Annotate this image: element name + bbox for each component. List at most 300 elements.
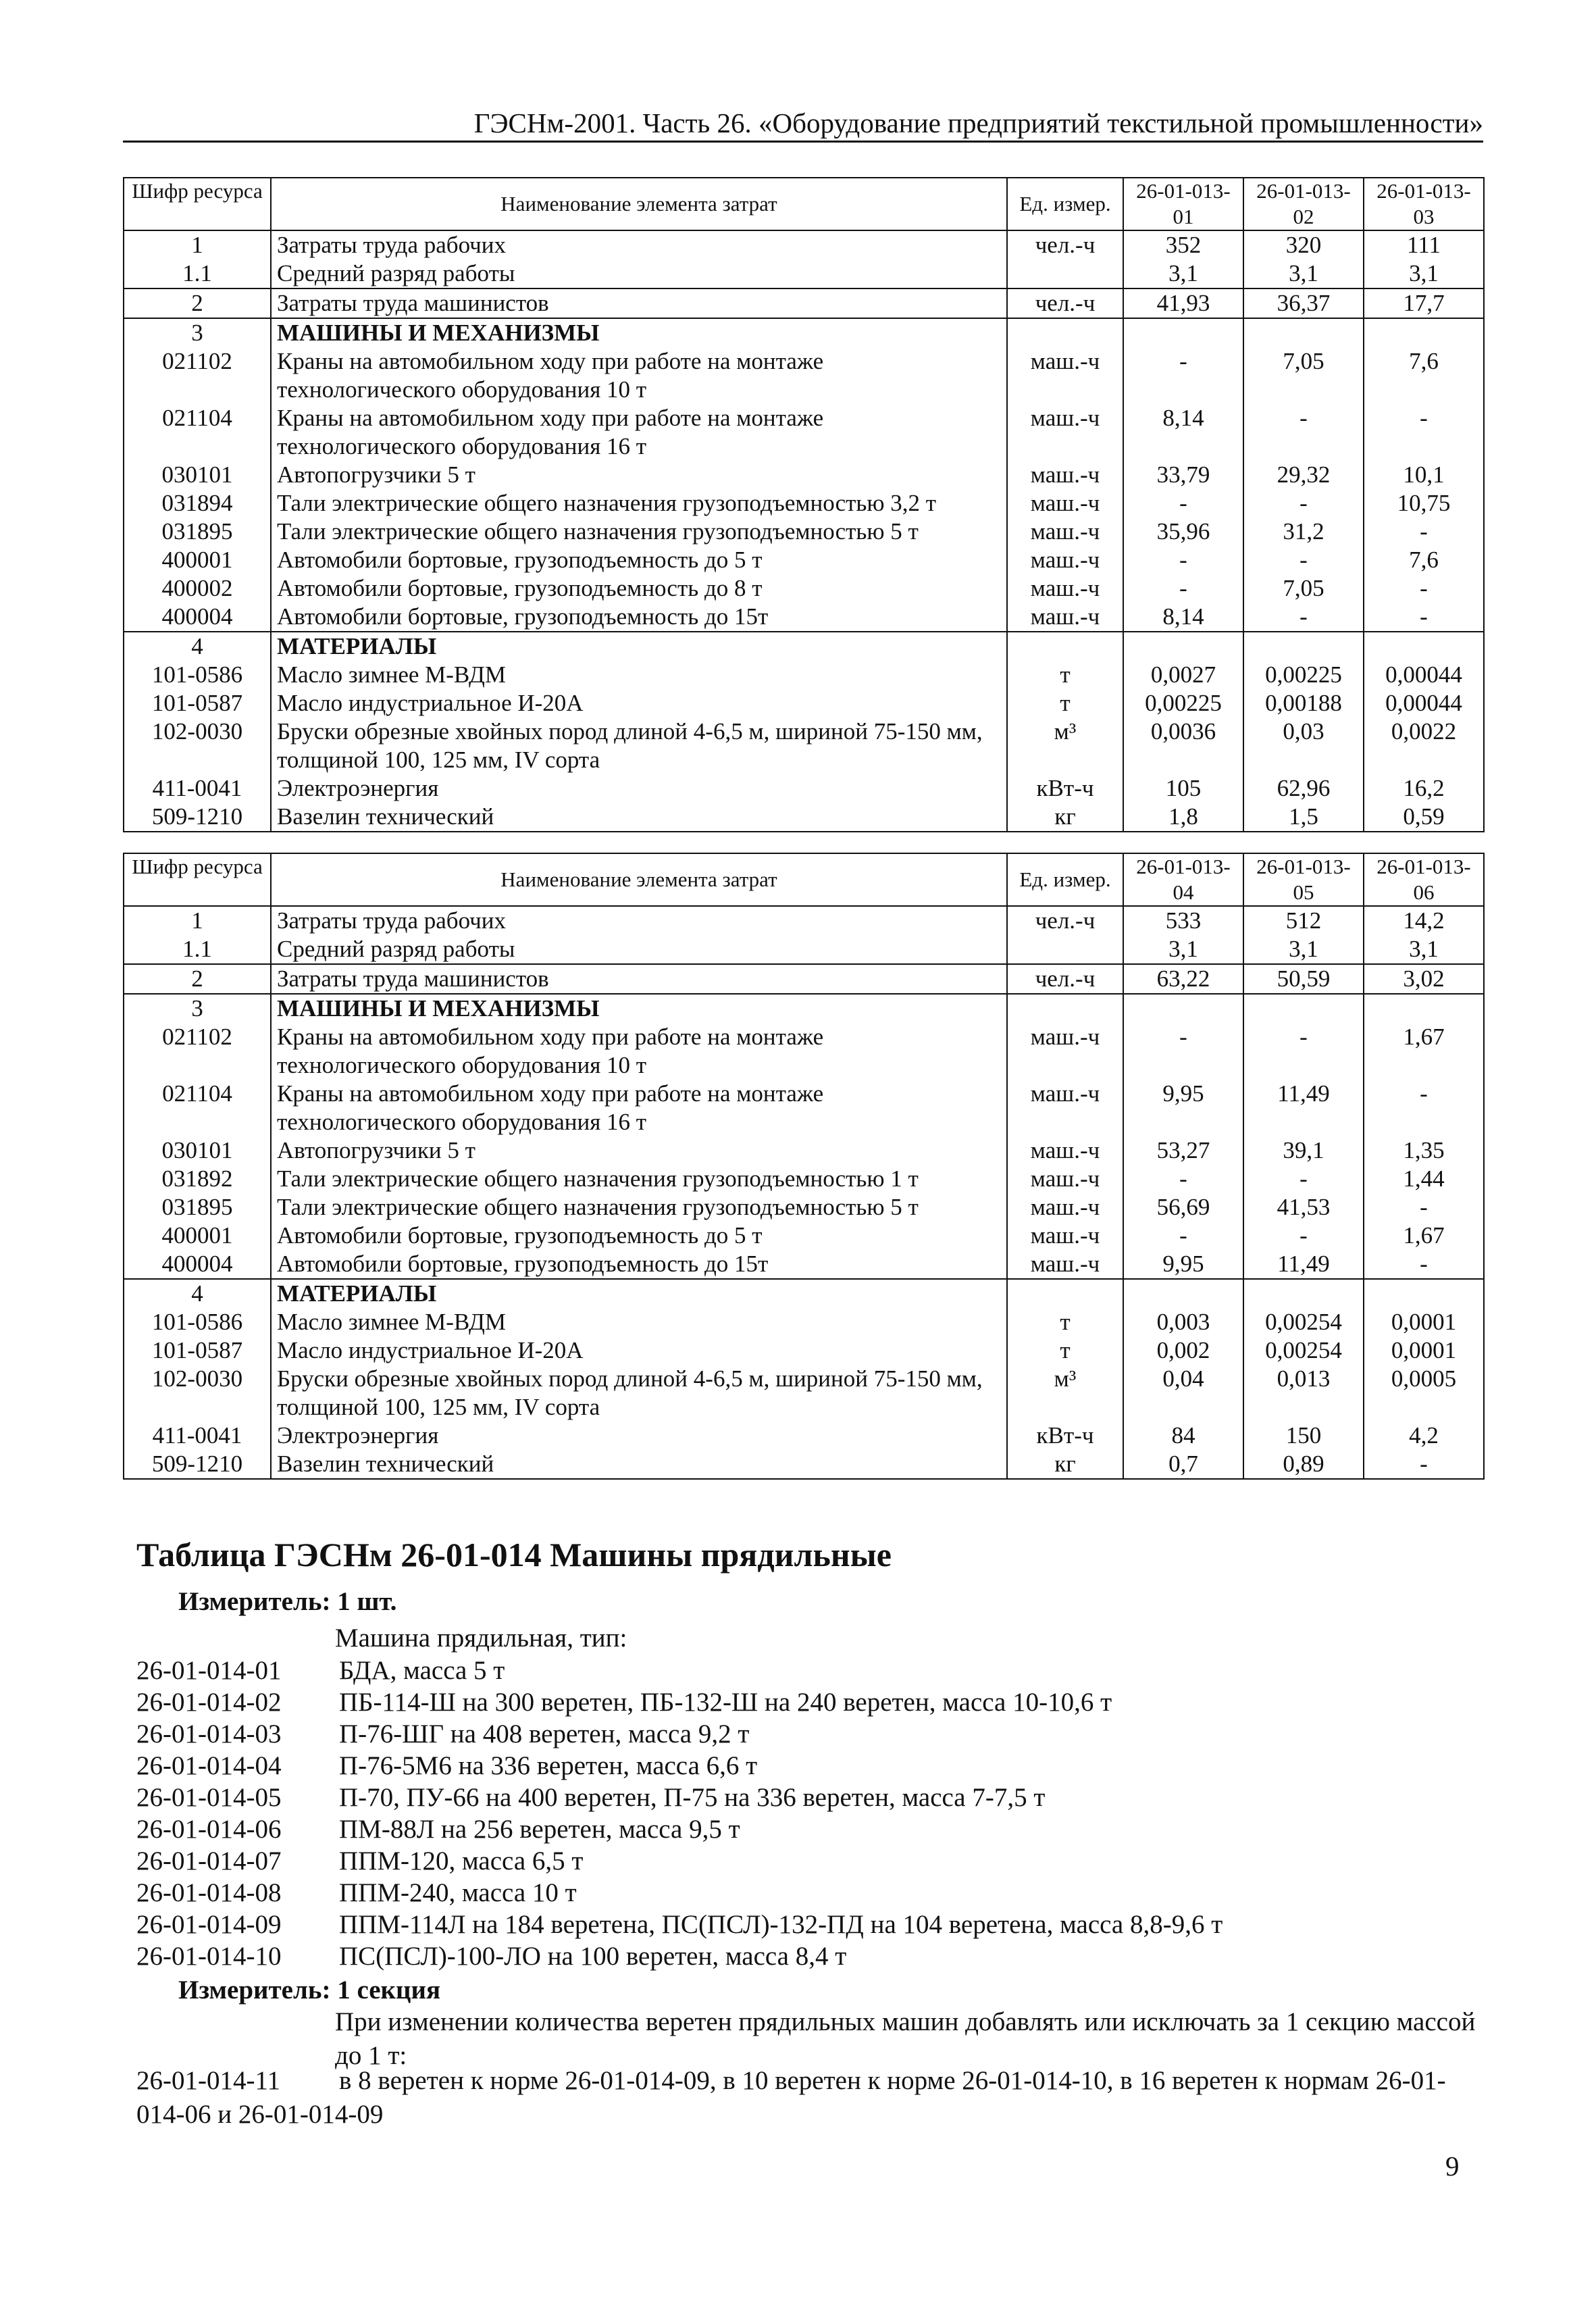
norm-value	[1123, 1279, 1243, 1308]
unit-cell	[1007, 994, 1123, 1023]
cost-element-name: Бруски обрезные хвойных пород длиной 4-6,5 м, шириной 75-150 мм, толщиной 100, 125 мм, IV сорта	[271, 1365, 1007, 1422]
norm-value: 1,67	[1364, 1023, 1484, 1080]
norm-value: 10,1	[1364, 461, 1484, 489]
norm-value: 29,32	[1243, 461, 1364, 489]
unit-cell	[1007, 935, 1123, 964]
norm-value: 105	[1123, 774, 1243, 803]
norm-value: 0,00225	[1123, 689, 1243, 718]
norm-value: 7,05	[1243, 574, 1364, 603]
resource-code: 031894	[124, 489, 271, 518]
cost-element-name: Затраты труда машинистов	[271, 964, 1007, 994]
unit-cell: т	[1007, 1336, 1123, 1365]
unit-cell: т	[1007, 1308, 1123, 1336]
resource-code: 102-0030	[124, 718, 271, 774]
table-row	[124, 803, 1484, 832]
table-row	[124, 1136, 1484, 1165]
norm-value: -	[1364, 1080, 1484, 1136]
unit-cell: маш.-ч	[1007, 1165, 1123, 1193]
norm-value: 352	[1123, 230, 1243, 259]
norm-value: 4,2	[1364, 1422, 1484, 1450]
norm-description: ПБ-114-Ш на 300 веретен, ПБ-132-Ш на 240 веретен, масса 10-10,6 т	[339, 1688, 1112, 1717]
norm-value: 0,00254	[1243, 1308, 1364, 1336]
col-header-norm: 26-01-013-04	[1123, 853, 1243, 906]
resource-code: 021104	[124, 1080, 271, 1136]
table-row	[124, 1422, 1484, 1450]
resource-code: 411-0041	[124, 1422, 271, 1450]
table-row	[124, 718, 1484, 774]
norm-value: 533	[1123, 906, 1243, 935]
norm-value: 1,44	[1364, 1165, 1484, 1193]
norm-value: -	[1243, 489, 1364, 518]
norm-value: 53,27	[1123, 1136, 1243, 1165]
cost-element-name: Масло зимнее М-ВДМ	[271, 1308, 1007, 1336]
norm-value: 17,7	[1364, 288, 1484, 318]
norm-value: 1,8	[1123, 803, 1243, 832]
norm-description: ППМ-120, масса 6,5 т	[339, 1846, 584, 1876]
table-row	[124, 906, 1484, 935]
table-row	[124, 689, 1484, 718]
cost-element-name: Затраты труда машинистов	[271, 288, 1007, 318]
unit-cell: маш.-ч	[1007, 461, 1123, 489]
col-header-norm: 26-01-013-02	[1243, 178, 1364, 230]
norm-value	[1364, 632, 1484, 661]
table-row	[124, 661, 1484, 689]
norm-value: 35,96	[1123, 518, 1243, 546]
norm-description: ППМ-114Л на 184 веретена, ПС(ПСЛ)-132-ПД на 104 веретена, масса 8,8-9,6 т	[339, 1910, 1223, 1939]
cost-element-name: Электроэнергия	[271, 1422, 1007, 1450]
cost-element-name: Автомобили бортовые, грузоподъемность до 8 т	[271, 574, 1007, 603]
norm-value: 10,75	[1364, 489, 1484, 518]
norm-description: П-76-ШГ на 408 веретен, масса 9,2 т	[339, 1719, 750, 1749]
table-row	[124, 1279, 1484, 1308]
col-header-norm: 26-01-013-06	[1364, 853, 1484, 906]
norm-value: 3,1	[1364, 935, 1484, 964]
norm-value: 3,1	[1243, 935, 1364, 964]
norm-value: 0,59	[1364, 803, 1484, 832]
cost-element-name: Средний разряд работы	[271, 259, 1007, 288]
norm-value: -	[1243, 1023, 1364, 1080]
norm-code: 26-01-014-04	[136, 1751, 282, 1780]
unit-cell: маш.-ч	[1007, 1023, 1123, 1080]
resource-code: 1	[124, 230, 271, 259]
table-row	[124, 1165, 1484, 1193]
unit-cell: чел.-ч	[1007, 906, 1123, 935]
cost-element-name: Автопогрузчики 5 т	[271, 1136, 1007, 1165]
resource-code: 2	[124, 964, 271, 994]
unit-cell: маш.-ч	[1007, 1222, 1123, 1250]
norm-value: 1,67	[1364, 1222, 1484, 1250]
norm-value: 0,002	[1123, 1336, 1243, 1365]
cost-element-name: Автопогрузчики 5 т	[271, 461, 1007, 489]
norm-value: 150	[1243, 1422, 1364, 1450]
list-item	[136, 2064, 1481, 2132]
unit-cell: кг	[1007, 803, 1123, 832]
norm-description: П-76-5М6 на 336 веретен, масса 6,6 т	[339, 1751, 758, 1780]
norm-value: 11,49	[1243, 1250, 1364, 1279]
norm-value	[1123, 994, 1243, 1023]
resource-code: 3	[124, 994, 271, 1023]
list-item	[136, 1751, 757, 1781]
col-header-unit: Ед. измер.	[1007, 853, 1123, 906]
resource-code: 400004	[124, 1250, 271, 1279]
norm-code: 26-01-014-11	[136, 2066, 281, 2095]
norm-value: -	[1243, 1165, 1364, 1193]
measure-unit-section: Измеритель: 1 секция	[178, 1976, 441, 2005]
col-header-code: Шифр ресурса	[124, 853, 271, 906]
norm-value: 3,1	[1123, 259, 1243, 288]
norm-value	[1243, 632, 1364, 661]
unit-cell: маш.-ч	[1007, 1080, 1123, 1136]
resource-code: 400002	[124, 574, 271, 603]
norm-value: 0,89	[1243, 1450, 1364, 1479]
cost-element-name: Автомобили бортовые, грузоподъемность до 15т	[271, 603, 1007, 632]
table-row	[124, 1365, 1484, 1422]
table-row	[124, 1222, 1484, 1250]
norm-value: 0,04	[1123, 1365, 1243, 1422]
norm-value: 3,1	[1364, 259, 1484, 288]
table-row	[124, 1308, 1484, 1336]
cost-element-name: Автомобили бортовые, грузоподъемность до 5 т	[271, 1222, 1007, 1250]
unit-cell: т	[1007, 689, 1123, 718]
norm-code: 26-01-014-07	[136, 1846, 282, 1876]
norm-value: 1,5	[1243, 803, 1364, 832]
resource-code: 031895	[124, 518, 271, 546]
resource-table-013-04-06	[123, 853, 1485, 1480]
unit-cell: маш.-ч	[1007, 518, 1123, 546]
table-row	[124, 489, 1484, 518]
norm-value: 16,2	[1364, 774, 1484, 803]
unit-cell: маш.-ч	[1007, 489, 1123, 518]
table-row	[124, 1336, 1484, 1365]
unit-cell	[1007, 259, 1123, 288]
resource-code: 030101	[124, 1136, 271, 1165]
norm-value: 36,37	[1243, 288, 1364, 318]
resource-code: 021104	[124, 404, 271, 461]
norm-value: 0,00225	[1243, 661, 1364, 689]
cost-element-name: Тали электрические общего назначения грузоподъемностью 5 т	[271, 1193, 1007, 1222]
table-row	[124, 347, 1484, 404]
unit-cell: чел.-ч	[1007, 230, 1123, 259]
norm-description: ПС(ПСЛ)-100-ЛО на 100 веретен, масса 8,4 т	[339, 1942, 847, 1971]
page-header-title: ГЭСНм-2001. Часть 26. «Оборудование предприятий текстильной промышленности»	[473, 107, 1483, 139]
resource-code: 411-0041	[124, 774, 271, 803]
norm-value: -	[1364, 1193, 1484, 1222]
resource-code: 021102	[124, 347, 271, 404]
resource-code: 400001	[124, 1222, 271, 1250]
norm-value: 0,7	[1123, 1450, 1243, 1479]
list-item	[136, 1878, 577, 1908]
norm-description: П-70, ПУ-66 на 400 веретен, П-75 на 336 веретен, масса 7-7,5 т	[339, 1783, 1046, 1812]
norm-value: 84	[1123, 1422, 1243, 1450]
resource-code: 400004	[124, 603, 271, 632]
norm-value	[1243, 1279, 1364, 1308]
norm-value: 0,013	[1243, 1365, 1364, 1422]
norm-value: -	[1123, 347, 1243, 404]
resource-table-013-01-03	[123, 177, 1485, 832]
norm-value: 111	[1364, 230, 1484, 259]
table-row	[124, 461, 1484, 489]
cost-element-name: Затраты труда рабочих	[271, 230, 1007, 259]
table-row	[124, 404, 1484, 461]
cost-element-name: МАШИНЫ И МЕХАНИЗМЫ	[271, 994, 1007, 1023]
table-row	[124, 964, 1484, 994]
norm-description: ППМ-240, масса 10 т	[339, 1878, 577, 1907]
resource-code: 101-0587	[124, 1336, 271, 1365]
col-header-norm: 26-01-013-01	[1123, 178, 1243, 230]
norm-value: 50,59	[1243, 964, 1364, 994]
col-header-norm: 26-01-013-03	[1364, 178, 1484, 230]
norm-value: 8,14	[1123, 603, 1243, 632]
list-item	[136, 1814, 740, 1844]
unit-cell: маш.-ч	[1007, 546, 1123, 574]
list-item	[136, 1941, 846, 1971]
norm-value: 0,00188	[1243, 689, 1364, 718]
resource-code: 101-0586	[124, 661, 271, 689]
section-title: Таблица ГЭСНм 26-01-014 Машины прядильные	[136, 1536, 892, 1574]
norm-value: -	[1123, 1023, 1243, 1080]
table-row	[124, 259, 1484, 288]
resource-code: 509-1210	[124, 803, 271, 832]
unit-cell: чел.-ч	[1007, 964, 1123, 994]
unit-cell: чел.-ч	[1007, 288, 1123, 318]
norm-value: 11,49	[1243, 1080, 1364, 1136]
resource-code: 509-1210	[124, 1450, 271, 1479]
cost-element-name: Средний разряд работы	[271, 935, 1007, 964]
cost-element-name: Тали электрические общего назначения грузоподъемностью 3,2 т	[271, 489, 1007, 518]
unit-cell: маш.-ч	[1007, 347, 1123, 404]
norm-value	[1243, 994, 1364, 1023]
norm-value: 56,69	[1123, 1193, 1243, 1222]
list-item	[136, 1846, 583, 1876]
norm-value: 7,6	[1364, 546, 1484, 574]
norm-code: 26-01-014-06	[136, 1815, 282, 1844]
resource-code: 031895	[124, 1193, 271, 1222]
norm-value: 33,79	[1123, 461, 1243, 489]
norm-value: 0,0036	[1123, 718, 1243, 774]
table-row	[124, 1080, 1484, 1136]
cost-element-name: Краны на автомобильном ходу при работе на монтаже технологического оборудования 16 т	[271, 1080, 1007, 1136]
norm-value: 9,95	[1123, 1250, 1243, 1279]
resource-code: 1.1	[124, 259, 271, 288]
unit-cell: маш.-ч	[1007, 404, 1123, 461]
cost-element-name: Тали электрические общего назначения грузоподъемностью 1 т	[271, 1165, 1007, 1193]
table-row	[124, 518, 1484, 546]
page-number: 9	[1445, 2150, 1460, 2182]
unit-cell: кВт-ч	[1007, 774, 1123, 803]
norm-value: -	[1243, 603, 1364, 632]
norm-value: 0,0001	[1364, 1336, 1484, 1365]
table-row	[124, 935, 1484, 964]
unit-cell: маш.-ч	[1007, 1193, 1123, 1222]
unit-cell: маш.-ч	[1007, 1250, 1123, 1279]
resource-code: 2	[124, 288, 271, 318]
norm-value: -	[1364, 404, 1484, 461]
cost-element-name: Тали электрические общего назначения грузоподъемностью 5 т	[271, 518, 1007, 546]
norm-value: 3,1	[1243, 259, 1364, 288]
norm-value	[1243, 318, 1364, 347]
cost-element-name: Масло индустриальное И-20А	[271, 1336, 1007, 1365]
cost-element-name: Масло индустриальное И-20А	[271, 689, 1007, 718]
cost-element-name: Краны на автомобильном ходу при работе на монтаже технологического оборудования 10 т	[271, 1023, 1007, 1080]
list-item	[136, 1687, 1112, 1717]
norm-value: -	[1364, 1450, 1484, 1479]
table-row	[124, 632, 1484, 661]
unit-cell: м³	[1007, 1365, 1123, 1422]
resource-code: 4	[124, 1279, 271, 1308]
table-row	[124, 1193, 1484, 1222]
norm-description: в 8 веретен к норме 26-01-014-09, в 10 веретен к норме 26-01-014-10, в 16 веретен к нормам 26-01-014-06 и 26-01-014-09	[136, 2066, 1446, 2129]
unit-cell: т	[1007, 661, 1123, 689]
norm-value: 3,1	[1123, 935, 1243, 964]
norm-value: -	[1123, 546, 1243, 574]
cost-element-name: Краны на автомобильном ходу при работе на монтаже технологического оборудования 16 т	[271, 404, 1007, 461]
resource-code: 101-0587	[124, 689, 271, 718]
norm-value: 7,05	[1243, 347, 1364, 404]
norm-value: -	[1243, 546, 1364, 574]
unit-cell	[1007, 1279, 1123, 1308]
measure-unit-piece: Измеритель: 1 шт.	[178, 1587, 397, 1616]
resource-code: 102-0030	[124, 1365, 271, 1422]
cost-element-name: Автомобили бортовые, грузоподъемность до 5 т	[271, 546, 1007, 574]
table-row	[124, 574, 1484, 603]
norm-code: 26-01-014-03	[136, 1719, 282, 1749]
resource-code: 031892	[124, 1165, 271, 1193]
norm-value: 0,00044	[1364, 689, 1484, 718]
unit-cell: маш.-ч	[1007, 574, 1123, 603]
unit-cell	[1007, 632, 1123, 661]
unit-cell: м³	[1007, 718, 1123, 774]
col-header-name: Наименование элемента затрат	[271, 178, 1007, 230]
norm-value: 0,0022	[1364, 718, 1484, 774]
cost-element-name: Масло зимнее М-ВДМ	[271, 661, 1007, 689]
norm-value: -	[1243, 1222, 1364, 1250]
norm-code: 26-01-014-02	[136, 1688, 282, 1717]
cost-element-name: Затраты труда рабочих	[271, 906, 1007, 935]
unit-cell: кВт-ч	[1007, 1422, 1123, 1450]
norm-value: 0,0027	[1123, 661, 1243, 689]
cost-element-name: Автомобили бортовые, грузоподъемность до 15т	[271, 1250, 1007, 1279]
unit-cell: маш.-ч	[1007, 1136, 1123, 1165]
unit-cell	[1007, 318, 1123, 347]
cost-element-name: Бруски обрезные хвойных пород длиной 4-6,5 м, шириной 75-150 мм, толщиной 100, 125 мм, IV сорта	[271, 718, 1007, 774]
norm-value: 14,2	[1364, 906, 1484, 935]
cost-element-name: МАШИНЫ И МЕХАНИЗМЫ	[271, 318, 1007, 347]
norm-value: 41,53	[1243, 1193, 1364, 1222]
table-row	[124, 1250, 1484, 1279]
norm-description: ПМ-88Л на 256 веретен, масса 9,5 т	[339, 1815, 740, 1844]
resource-code: 030101	[124, 461, 271, 489]
norm-value	[1364, 994, 1484, 1023]
norm-value: -	[1243, 404, 1364, 461]
norm-description: БДА, масса 5 т	[339, 1656, 505, 1685]
spindle-change-note: При изменении количества веретен прядильных машин добавлять или исключать за 1 секцию массой до 1 т:	[335, 2007, 1476, 2070]
cost-element-name: Вазелин технический	[271, 803, 1007, 832]
col-header-name: Наименование элемента затрат	[271, 853, 1007, 906]
norm-value	[1123, 632, 1243, 661]
list-item	[136, 1909, 1222, 1940]
table-row	[124, 230, 1484, 259]
norm-value: 3,02	[1364, 964, 1484, 994]
norm-value	[1123, 318, 1243, 347]
machine-type-intro: Машина прядильная, тип:	[335, 1624, 627, 1653]
resource-code: 4	[124, 632, 271, 661]
norm-value: 9,95	[1123, 1080, 1243, 1136]
norm-value: -	[1123, 574, 1243, 603]
norm-value: -	[1123, 1165, 1243, 1193]
norm-code: 26-01-014-05	[136, 1783, 282, 1812]
cost-element-name: Вазелин технический	[271, 1450, 1007, 1479]
table-row	[124, 774, 1484, 803]
norm-value: 63,22	[1123, 964, 1243, 994]
norm-value: 0,00254	[1243, 1336, 1364, 1365]
resource-code: 3	[124, 318, 271, 347]
col-header-norm: 26-01-013-05	[1243, 853, 1364, 906]
norm-value: -	[1123, 489, 1243, 518]
unit-cell: кг	[1007, 1450, 1123, 1479]
norm-value: 8,14	[1123, 404, 1243, 461]
list-item	[136, 1782, 1045, 1813]
table-row	[124, 994, 1484, 1023]
col-header-code: Шифр ресурса	[124, 178, 271, 230]
cost-element-name: МАТЕРИАЛЫ	[271, 1279, 1007, 1308]
resource-code: 101-0586	[124, 1308, 271, 1336]
norm-code: 26-01-014-10	[136, 1942, 282, 1971]
list-item	[136, 1655, 505, 1686]
norm-value: 320	[1243, 230, 1364, 259]
norm-value: 31,2	[1243, 518, 1364, 546]
norm-value: 0,00044	[1364, 661, 1484, 689]
cost-element-name: МАТЕРИАЛЫ	[271, 632, 1007, 661]
resource-code: 1.1	[124, 935, 271, 964]
unit-cell: маш.-ч	[1007, 603, 1123, 632]
norm-value: -	[1364, 1250, 1484, 1279]
resource-code: 1	[124, 906, 271, 935]
norm-value: -	[1364, 603, 1484, 632]
table-row	[124, 1023, 1484, 1080]
norm-code: 26-01-014-09	[136, 1910, 282, 1939]
norm-value: -	[1364, 518, 1484, 546]
table-row	[124, 318, 1484, 347]
norm-value: 0,03	[1243, 718, 1364, 774]
norm-value: 62,96	[1243, 774, 1364, 803]
norm-value: -	[1364, 574, 1484, 603]
norm-value: -	[1123, 1222, 1243, 1250]
norm-value: 0,0005	[1364, 1365, 1484, 1422]
norm-value: 39,1	[1243, 1136, 1364, 1165]
norm-code: 26-01-014-08	[136, 1878, 282, 1907]
norm-value: 0,003	[1123, 1308, 1243, 1336]
norm-value: 1,35	[1364, 1136, 1484, 1165]
norm-value: 41,93	[1123, 288, 1243, 318]
table-row	[124, 288, 1484, 318]
norm-value: 7,6	[1364, 347, 1484, 404]
norm-value	[1364, 318, 1484, 347]
norm-value: 0,0001	[1364, 1308, 1484, 1336]
resource-code: 400001	[124, 546, 271, 574]
table-row	[124, 1450, 1484, 1479]
header-divider	[123, 141, 1483, 143]
resource-code: 021102	[124, 1023, 271, 1080]
norm-code: 26-01-014-01	[136, 1656, 282, 1685]
norm-value: 512	[1243, 906, 1364, 935]
table-row	[124, 603, 1484, 632]
list-item	[136, 1719, 749, 1749]
col-header-unit: Ед. измер.	[1007, 178, 1123, 230]
cost-element-name: Краны на автомобильном ходу при работе на монтаже технологического оборудования 10 т	[271, 347, 1007, 404]
cost-element-name: Электроэнергия	[271, 774, 1007, 803]
norm-value	[1364, 1279, 1484, 1308]
table-row	[124, 546, 1484, 574]
